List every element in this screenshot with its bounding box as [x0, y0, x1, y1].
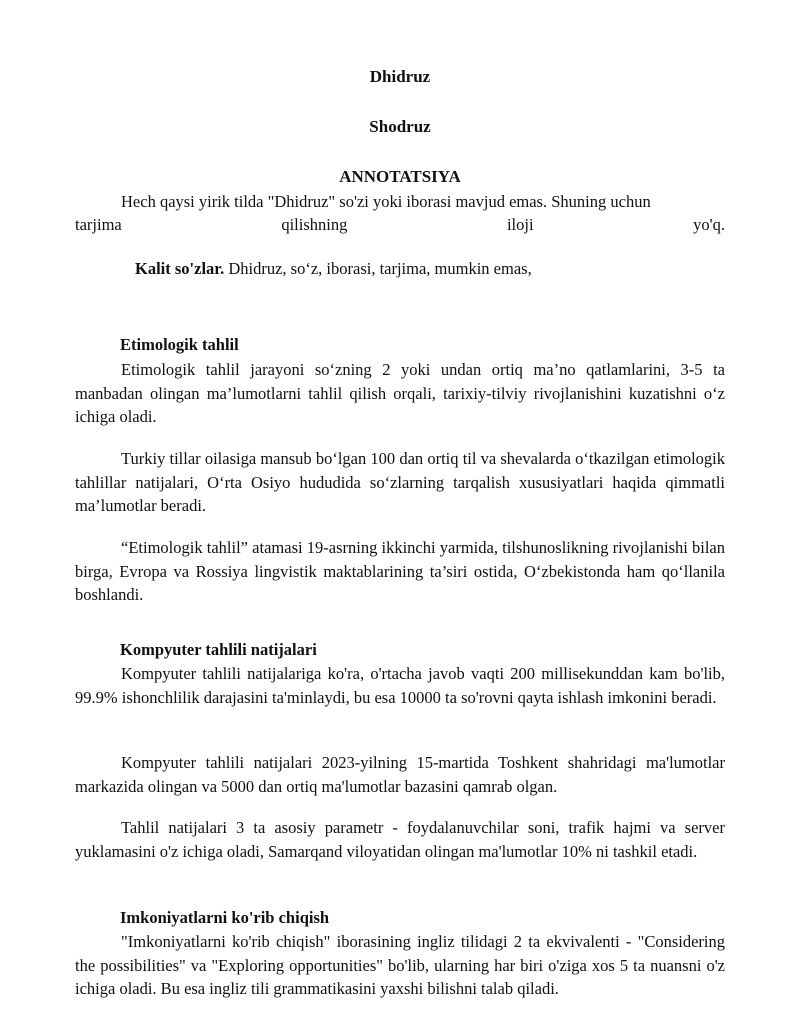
keywords-text: Dhidruz, so‘z, iborasi, tarjima, mumkin emas,: [224, 259, 532, 278]
section-heading-computer-analysis: Kompyuter tahlili natijalari: [120, 640, 317, 659]
section-paragraph: Kompyuter tahlili natijalariga ko'ra, o'rtacha javob vaqti 200 millisekunddan kam bo'lib, 99.9% ishonchlilik darajasini ta'minlaydi, bu esa 10000 ta so'rovni qayta ishlash imkonini beradi.: [75, 664, 725, 707]
document-title: Dhidruz: [369, 67, 431, 86]
section-paragraph: "Imkoniyatlarni ko'rib chiqish" iborasining ingliz tilidagi 2 ta ekvivalenti - "Considering the possibilities" va "Exploring opportunities" bo'lib, ularning har biri o'ziga xos 5 ta nuansni o'z ichiga oladi. Bu esa ingliz tili grammatikasini yaxshi bilishni talab qiladi.: [75, 932, 725, 998]
section-paragraph: “Etimologik tahlil” atamasi 19-asrning ikkinchi yarmida, tilshunoslikning rivojlanishi bilan birga, Evropa va Rossiya lingvistik maktablarining ta’siri ostida, O‘zbekistonda ham qo‘llanila boshlandi.: [75, 538, 725, 604]
section-paragraph: Etimologik tahlil jarayoni so‘zning 2 yoki undan ortiq ma’no qatlamlarini, 3-5 ta manbadan olingan ma’lumotlarni tahlil qilish orqali, tarixiy-tilviy rivojlanishini kuzatishni o‘z ichiga oladi.: [75, 360, 725, 426]
section-paragraph: Kompyuter tahlili natijalari 2023-yilning 15-martida Toshkent shahridagi ma'lumotlar markazida olingan va 5000 dan ortiq ma'lumotlar bazasini qamrab olgan.: [75, 753, 725, 796]
section-heading-etymology: Etimologik tahlil: [120, 335, 239, 354]
keywords-label: Kalit so'zlar.: [135, 259, 225, 278]
keywords: [135, 259, 532, 279]
document-subtitle: Shodruz: [369, 117, 431, 136]
annotation-line-1: Hech qaysi yirik tilda "Dhidruz" so'zi yoki iborasi mavjud emas. Shuning uchun: [121, 192, 651, 211]
section-paragraph: Tahlil natijalari 3 ta asosiy parametr - foydalanuvchilar soni, trafik hajmi va server yuklamasini o'z ichiga oladi, Samarqand viloyatidan olingan ma'lumotlar 10% ni tashkil etadi.: [75, 818, 725, 861]
annotation-line-2: tarjima qilishning iloji yo'q.: [75, 215, 725, 234]
annotation-heading: ANNOTATSIYA: [339, 167, 461, 186]
section-paragraph: Turkiy tillar oilasiga mansub bo‘lgan 100 dan ortiq til va shevalarda o‘tkazilgan etimologik tahlillar natijalari, O‘rta Osiyo hududida so‘zlarning tarqalish xususiyatlari haqida qimmatli ma’lumotlar beradi.: [75, 449, 725, 515]
section-heading-possibilities: Imkoniyatlarni ko'rib chiqish: [120, 908, 330, 927]
